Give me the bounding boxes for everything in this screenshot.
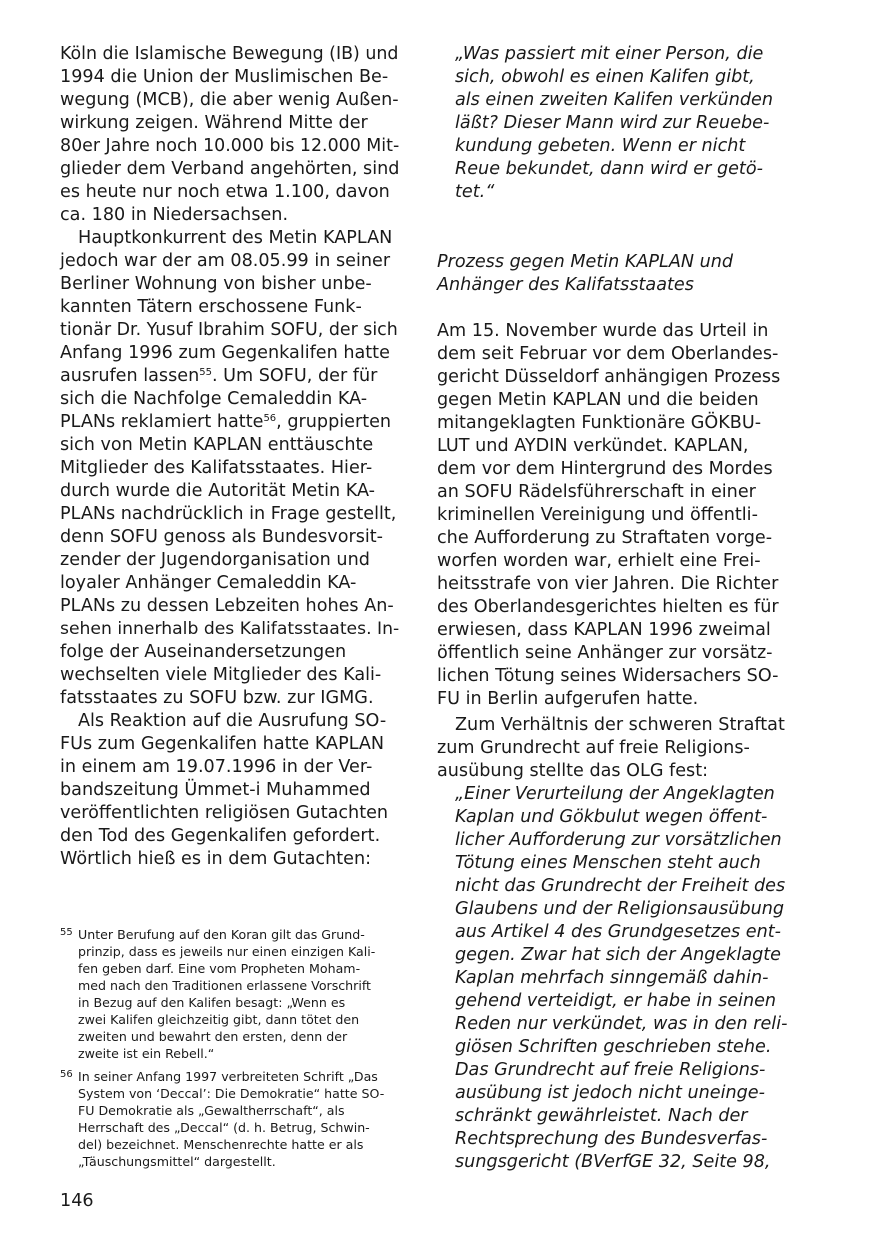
text-line: PLANs nachdrücklich in Frage gestellt, <box>60 504 397 524</box>
text-line: des Oberlandesgerichtes hielten es für <box>437 597 779 617</box>
text-line: fatsstaates zu SOFU bzw. zur IGMG. <box>60 688 374 708</box>
text-line: Wörtlich hieß es in dem Gutachten: <box>60 849 372 869</box>
text-segment: , gruppierten <box>276 412 392 432</box>
footnote-line: prinzip, dass es jeweils nur einen einzigen Kali- <box>78 944 376 959</box>
footnote-line: del) bezeichnet. Menschenrechte hatte er als <box>78 1137 364 1152</box>
text-line: den Tod des Gegenkalifen gefordert. <box>60 826 381 846</box>
text-line: 80er Jahre noch 10.000 bis 12.000 Mit- <box>60 136 400 156</box>
text-line: ca. 180 in Niedersachsen. <box>60 205 289 225</box>
quote-line: kundung gebeten. Wenn er nicht <box>455 136 746 156</box>
text-line: Zum Verhältnis der schweren Straftat <box>455 715 785 735</box>
footnote-line: System von ‘Deccal’: Die Demokratie“ hatte SO- <box>78 1086 385 1101</box>
text-line: LUT und AYDIN verkündet. KAPLAN, <box>437 436 749 456</box>
text-line: es heute nur noch etwa 1.100, davon <box>60 182 390 202</box>
quote-line: „Einer Verurteilung der Angeklagten <box>455 784 775 804</box>
text-line: gericht Düsseldorf anhängigen Prozess <box>437 367 781 387</box>
text-line: PLANs zu dessen Lebzeiten hohes An- <box>60 596 394 616</box>
text-line: tionär Dr. Yusuf Ibrahim SOFU, der sich <box>60 320 398 340</box>
text-line: jedoch war der am 08.05.99 in seiner <box>60 251 391 271</box>
text-line: FU in Berlin aufgerufen hatte. <box>437 689 699 709</box>
text-line: kannten Tätern erschossene Funk- <box>60 297 362 317</box>
quote-line: Reden nur verkündet, was in den reli- <box>455 1014 788 1034</box>
text-line: wechselten viele Mitglieder des Kali- <box>60 665 382 685</box>
footnote-line: zwei Kalifen gleichzeitig gibt, dann tötet den <box>78 1012 360 1027</box>
text-line: Am 15. November wurde das Urteil in <box>437 321 769 341</box>
quote-line: „Was passiert mit einer Person, die <box>455 44 764 64</box>
heading-line: Anhänger des Kalifatsstaates <box>437 275 694 295</box>
quote-line: sich, obwohl es einen Kalifen gibt, <box>455 67 755 87</box>
text-line: worfen worden war, erhielt eine Frei- <box>437 551 761 571</box>
text-line: kriminellen Vereinigung und öffentli- <box>437 505 758 525</box>
text-segment: ausrufen lassen <box>60 366 200 386</box>
text-line <box>60 411 391 434</box>
quote-line: Kaplan und Gökbulut wegen öffent- <box>455 807 768 827</box>
footnote-number: 55 <box>60 927 73 938</box>
text-line: glieder dem Verband angehörten, sind <box>60 159 400 179</box>
quote-line: ausübung ist jedoch nicht uneinge- <box>455 1083 765 1103</box>
quote-line: als einen zweiten Kalifen verkünden <box>455 90 773 110</box>
text-line: veröffentlichten religiösen Gutachten <box>60 803 389 823</box>
quote-line: Reue bekundet, dann wird er getö- <box>455 159 763 179</box>
text-line: mitangeklagten Funktionäre GÖKBU- <box>437 413 762 433</box>
text-line: wegung (MCB), die aber wenig Außen- <box>60 90 399 110</box>
text-line: sich die Nachfolge Cemaleddin KA- <box>60 389 368 409</box>
text-line: folge der Auseinandersetzungen <box>60 642 347 662</box>
footnote-line: Herrschaft des „Deccal“ (d. h. Betrug, Schwin- <box>78 1120 370 1135</box>
text-segment: PLANs reklamiert hatte <box>60 412 264 432</box>
quote-line: Glaubens und der Religionsausübung <box>455 899 785 919</box>
text-line: zum Grundrecht auf freie Religions- <box>437 738 750 758</box>
quote-line: licher Aufforderung zur vorsätzlichen <box>455 830 782 850</box>
quote-line: läßt? Dieser Mann wird zur Reuebe- <box>455 113 770 133</box>
quote-line: nicht das Grundrecht der Freiheit des <box>455 876 786 896</box>
text-line: Hauptkonkurrent des Metin KAPLAN <box>78 228 393 248</box>
quote-line: Tötung eines Menschen steht auch <box>455 853 761 873</box>
footnote-ref-55[interactable]: 55 <box>199 367 212 378</box>
footnote-number: 56 <box>60 1069 73 1080</box>
quote-line: sungsgericht (BVerfGE 32, Seite 98, <box>455 1152 771 1172</box>
footnote-line: in Bezug auf den Kalifen besagt: „Wenn es <box>78 995 346 1010</box>
quote-line: gegen. Zwar hat sich der Angeklagte <box>455 945 782 965</box>
text-line: 1994 die Union der Muslimischen Be- <box>60 67 389 87</box>
text-line: bandszeitung Ümmet-i Muhammed <box>60 780 371 800</box>
footnote-ref-56[interactable]: 56 <box>263 413 277 424</box>
text-line: durch wurde die Autorität Metin KA- <box>60 481 376 501</box>
text-line: heitsstrafe von vier Jahren. Die Richter <box>437 574 779 594</box>
quote-line: tet.“ <box>455 182 495 202</box>
footnote-line: med nach den Traditionen erlassene Vorschrift <box>78 978 371 993</box>
text-line: FUs zum Gegenkalifen hatte KAPLAN <box>60 734 385 754</box>
text-line: gegen Metin KAPLAN und die beiden <box>437 390 759 410</box>
text-line: öffentlich seine Anhänger zur vorsätz- <box>437 643 773 663</box>
heading-line: Prozess gegen Metin KAPLAN und <box>437 252 734 272</box>
quote-line: Das Grundrecht auf freie Religions- <box>455 1060 766 1080</box>
text-line: Anfang 1996 zum Gegenkalifen hatte <box>60 343 390 363</box>
footnote-line: In seiner Anfang 1997 verbreiteten Schrift „Das <box>78 1069 378 1084</box>
footnote-line: „Täuschungsmittel“ dargestellt. <box>78 1154 276 1169</box>
quote-line: aus Artikel 4 des Grundgesetzes ent- <box>455 922 782 942</box>
text-line: Als Reaktion auf die Ausrufung SO- <box>78 711 387 731</box>
text-line: dem vor dem Hintergrund des Mordes <box>437 459 773 479</box>
text-line: lichen Tötung seines Widersachers SO- <box>437 666 779 686</box>
text-line: erwiesen, dass KAPLAN 1996 zweimal <box>437 620 771 640</box>
text-line: ausübung stellte das OLG fest: <box>437 761 709 781</box>
footnote-line: zweite ist ein Rebell.“ <box>78 1046 215 1061</box>
text-line: Köln die Islamische Bewegung (IB) und <box>60 44 399 64</box>
page-number: 146 <box>60 1191 94 1211</box>
text-line: Mitglieder des Kalifatsstaates. Hier- <box>60 458 373 478</box>
quote-line: gehend verteidigt, er habe in seinen <box>455 991 777 1011</box>
text-line: che Aufforderung zu Straftaten vorge- <box>437 528 773 548</box>
footnote-line: FU Demokratie als „Gewaltherrschaft“, als <box>78 1103 345 1118</box>
text-line: sehen innerhalb des Kalifatsstaates. In- <box>60 619 400 639</box>
text-line: dem seit Februar vor dem Oberlandes- <box>437 344 779 364</box>
quote-line: schränkt gewährleistet. Nach der <box>455 1106 748 1126</box>
text-line: Berliner Wohnung von bisher unbe- <box>60 274 372 294</box>
text-line: loyaler Anhänger Cemaleddin KA- <box>60 573 357 593</box>
quote-line: Rechtsprechung des Bundesverfas- <box>455 1129 768 1149</box>
text-line: zender der Jugendorganisation und <box>60 550 370 570</box>
text-line: denn SOFU genoss als Bundesvorsit- <box>60 527 383 547</box>
text-line: wirkung zeigen. Während Mitte der <box>60 113 368 133</box>
footnote-line: zweiten und bewahrt den ersten, denn der <box>78 1029 348 1044</box>
text-line: in einem am 19.07.1996 in der Ver- <box>60 757 373 777</box>
footnote-line: Unter Berufung auf den Koran gilt das Grund- <box>78 927 365 942</box>
quote-line: giösen Schriften geschrieben stehe. <box>455 1037 772 1057</box>
quote-line: Kaplan mehrfach sinngemäß dahin- <box>455 968 769 988</box>
text-line: an SOFU Rädelsführerschaft in einer <box>437 482 756 502</box>
text-line <box>60 365 377 388</box>
footnote-line: fen geben darf. Eine vom Propheten Moham- <box>78 961 361 976</box>
text-segment: . Um SOFU, der für <box>211 366 378 386</box>
text-line: sich von Metin KAPLAN enttäuschte <box>60 435 374 455</box>
